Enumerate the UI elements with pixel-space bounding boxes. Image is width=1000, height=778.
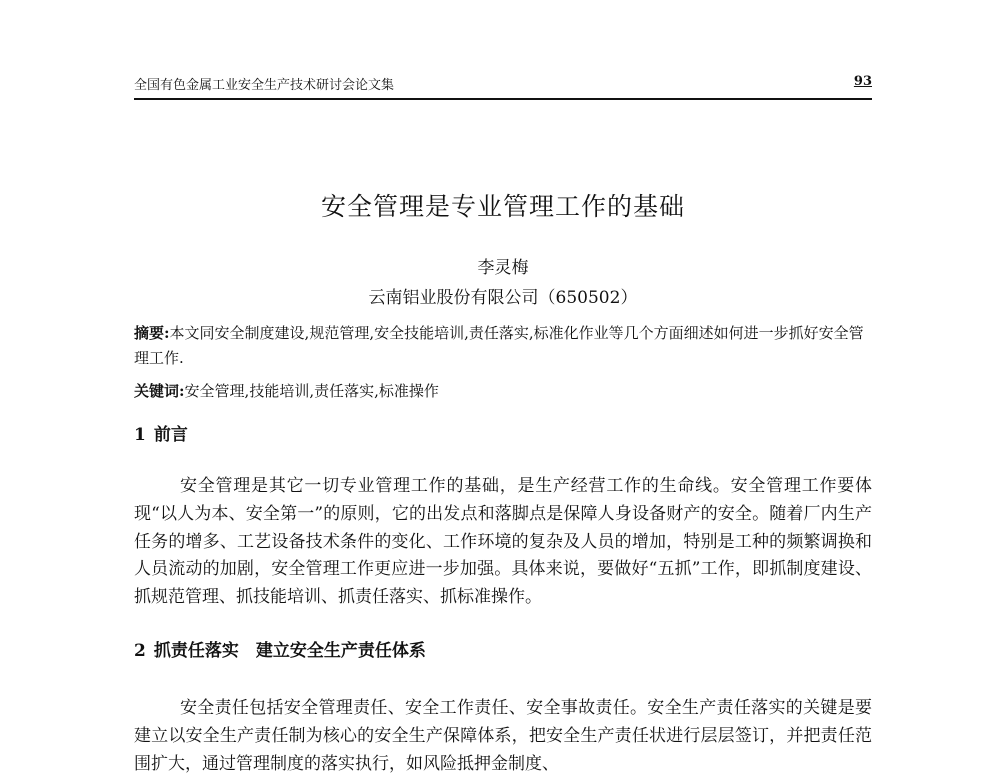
section-number: 1 [134, 425, 146, 445]
section-body: 安全管理是其它一切专业管理工作的基础，是生产经营工作的生命线。安全管理工作要体现“以人为本、安全第一”的原则，它的出发点和落脚点是保障人身设备财产的安全。随着厂内生产任务的增多、工艺设备技术条件的变化、工作环境的复杂及人员的增加，特别是工种的频繁调换和人员流动的加剧，安全管理工作更应进一步加强。具体来说，要做好“五抓”工作，即抓制度建设、抓规范管理、抓技能培训、抓责任落实、抓标准操作。 [134, 476, 872, 608]
article-author: 李灵梅 [477, 258, 529, 278]
abstract-text: 本文同安全制度建设,规范管理,安全技能培训,责任落实,标准化作业等几个方面细述如何进一步抓好安全管理工作. [134, 324, 864, 367]
running-header [134, 72, 872, 100]
page-number: 93 [853, 74, 872, 89]
section-heading [134, 639, 872, 663]
abstract-label: 摘要: [134, 324, 170, 342]
keywords-text: 安全管理,技能培训,责任落实,标准操作 [184, 382, 439, 400]
section-body: 安全责任包括安全管理责任、安全工作责任、安全事故责任。安全生产责任落实的关键是要建立以安全生产责任制为核心的安全生产保障体系，把安全生产责任状进行层层签订，并把责任范围扩大，通过管理制度的落实执行，如风险抵押金制度、 [134, 698, 872, 774]
author-affiliation: 云南铝业股份有限公司（650502） [368, 288, 638, 308]
abstract [134, 321, 872, 371]
keywords [134, 379, 872, 403]
article-title: 安全管理是专业管理工作的基础 [320, 191, 685, 221]
section-title: 抓责任落实 建立安全生产责任体系 [153, 641, 426, 661]
keywords-label: 关键词: [134, 382, 185, 400]
section-title: 前言 [153, 425, 188, 445]
section-number: 2 [134, 641, 146, 661]
journal-title: 全国有色金属工业安全生产技术研讨会论文集 [134, 78, 395, 93]
section-heading [134, 423, 872, 447]
